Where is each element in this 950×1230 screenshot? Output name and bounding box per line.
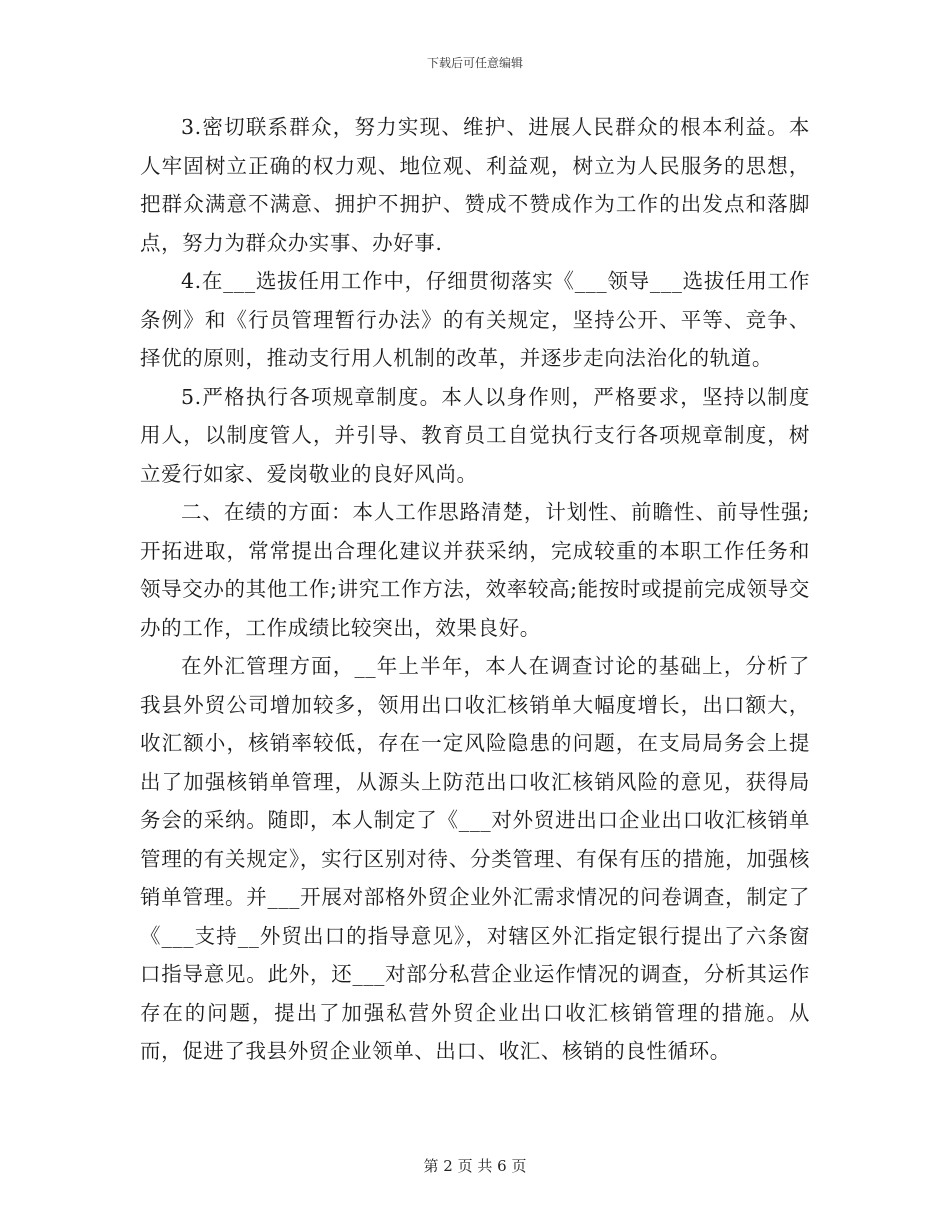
page-footer: 第 2 页 共 6 页 bbox=[423, 1157, 527, 1175]
paragraph-item-4: 4.在___选拔任用工作中，仔细贯彻落实《___领导___选拔任用工作条例》和《行员管理暂行办法》的有关规定，坚持公开、平等、竞争、择优的原则，推动支行用人机制的改革，并逐步走向法治化的轨道。 bbox=[140, 269, 810, 370]
document-body bbox=[140, 108, 810, 1071]
paragraph-performance: 二、在绩的方面：本人工作思路清楚，计划性、前瞻性、前导性强;开拓进取，常常提出合理化建议并获采纳，完成较重的本职工作任务和领导交办的其他工作;讲究工作方法，效率较高;能按时或提前完成领导交办的工作，工作成绩比较突出，效果良好。 bbox=[140, 500, 810, 640]
paragraph-forex-management: 在外汇管理方面，__年上半年，本人在调查讨论的基础上，分析了我县外贸公司增加较多，领用出口收汇核销单大幅度增长，出口额大，收汇额小，核销率较低，存在一定风险隐患的问题，在支局局务会上提出了加强核销单管理，从源头上防范出口收汇核销风险的意见，获得局务会的采纳。随即，本人制定了《___对外贸进出口企业出口收汇核销单管理的有关规定》，实行区别对待、分类管理、有保有压的措施，加强核销单管理。并___开展对部格外贸企业外汇需求情况的问卷调查，制定了《___支持__外贸出口的指导意见》，对辖区外汇指定银行提出了六条窗口指导意见。此外，还___对部分私营企业运作情况的调查，分析其运作存在的问题，提出了加强私营外贸企业出口收汇核销管理的措施。从而，促进了我县外贸企业领单、出口、收汇、核销的良性循环。 bbox=[140, 654, 810, 1063]
paragraph-item-3: 3.密切联系群众，努力实现、维护、进展人民群众的根本利益。本人牢固树立正确的权力观、地位观、利益观，树立为人民服务的思想，把群众满意不满意、拥护不拥护、赞成不赞成作为工作的出发点和落脚点，努力为群众办实事、办好事. bbox=[140, 115, 810, 255]
paragraph-item-5: 5.严格执行各项规章制度。本人以身作则，严格要求，坚持以制度用人，以制度管人，并引导、教育员工自觉执行支行各项规章制度，树立爱行如家、爱岗敬业的良好风尚。 bbox=[140, 384, 810, 486]
page-header: 下载后可任意编辑 bbox=[426, 56, 523, 70]
